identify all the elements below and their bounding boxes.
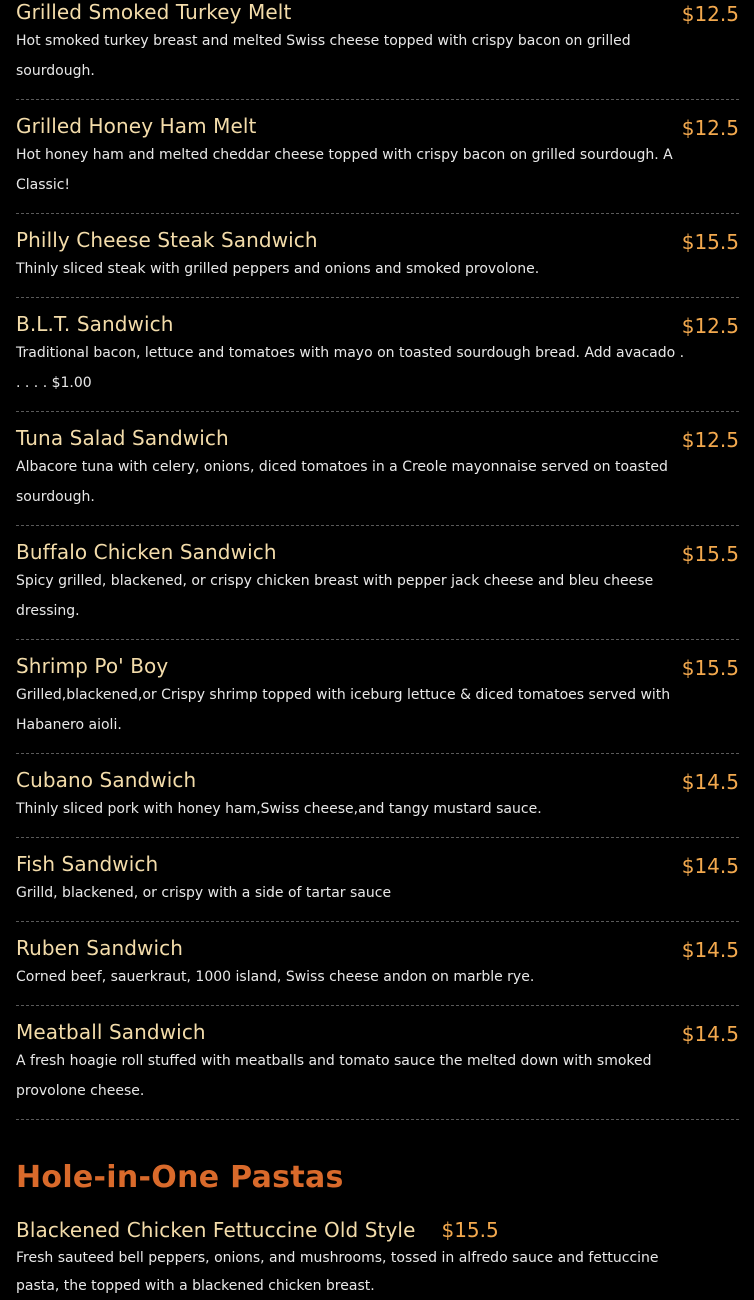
menu-item xyxy=(16,228,739,298)
item-price: $12.5 xyxy=(681,314,739,338)
item-description: Hot smoked turkey breast and melted Swiss cheese topped with crispy bacon on grilled sourdough. xyxy=(16,33,631,79)
menu-item xyxy=(16,114,739,214)
item-name: B.L.T. Sandwich xyxy=(16,312,174,336)
item-description: Corned beef, sauerkraut, 1000 island, Swiss cheese andon on marble rye. xyxy=(16,969,535,985)
item-name: Buffalo Chicken Sandwich xyxy=(16,540,277,564)
item-description: Traditional bacon, lettuce and tomatoes with mayo on toasted sourdough bread. Add avacado . . . . . $1.00 xyxy=(16,345,685,391)
menu-item xyxy=(16,0,739,100)
menu-item-header xyxy=(16,114,739,138)
item-description: Albacore tuna with celery, onions, diced tomatoes in a Creole mayonnaise served on toasted sourdough. xyxy=(16,459,668,505)
item-price: $14.5 xyxy=(681,854,739,878)
menu-item xyxy=(16,768,739,838)
item-name: Fish Sandwich xyxy=(16,852,159,876)
item-description: Grilld, blackened, or crispy with a side of tartar sauce xyxy=(16,885,392,901)
menu-item-header xyxy=(16,654,739,678)
item-price: $12.5 xyxy=(681,116,739,140)
item-description: Hot honey ham and melted cheddar cheese topped with crispy bacon on grilled sourdough. A Classic! xyxy=(16,147,673,193)
item-description: Thinly sliced pork with honey ham,Swiss cheese,and tangy mustard sauce. xyxy=(16,801,542,817)
item-name: Ruben Sandwich xyxy=(16,936,184,960)
item-price: $12.5 xyxy=(681,428,739,452)
item-name: Blackened Chicken Fettuccine Old Style xyxy=(16,1218,416,1242)
menu-item xyxy=(16,540,739,640)
item-description: Spicy grilled, blackened, or crispy chicken breast with pepper jack cheese and bleu cheese dressing. xyxy=(16,573,654,619)
menu-item-header xyxy=(16,1218,739,1242)
menu-item-header xyxy=(16,936,739,960)
item-name: Tuna Salad Sandwich xyxy=(16,426,229,450)
section-title-pastas: Hole-in-One Pastas xyxy=(16,1160,344,1195)
menu-item xyxy=(16,852,739,922)
menu-item xyxy=(16,426,739,526)
item-price: $12.5 xyxy=(681,2,739,26)
menu-item-header xyxy=(16,228,739,252)
item-name: Cubano Sandwich xyxy=(16,768,197,792)
menu-item-header xyxy=(16,0,739,24)
menu-item-header xyxy=(16,1020,739,1044)
menu-item-header xyxy=(16,312,739,336)
item-price: $15.5 xyxy=(681,656,739,680)
menu-item-header xyxy=(16,540,739,564)
item-name: Meatball Sandwich xyxy=(16,1020,206,1044)
item-price: $15.5 xyxy=(441,1218,499,1242)
item-description: A fresh hoagie roll stuffed with meatballs and tomato sauce the melted down with smoked provolone cheese. xyxy=(16,1053,652,1099)
menu-item xyxy=(16,1218,739,1300)
item-description: Thinly sliced steak with grilled peppers and onions and smoked provolone. xyxy=(16,261,540,277)
menu-item-header xyxy=(16,852,739,876)
item-name: Grilled Smoked Turkey Melt xyxy=(16,0,292,24)
menu-item-header xyxy=(16,426,739,450)
menu-item xyxy=(16,936,739,1006)
menu-item xyxy=(16,654,739,754)
item-price: $15.5 xyxy=(681,542,739,566)
item-name: Philly Cheese Steak Sandwich xyxy=(16,228,318,252)
sandwich-list xyxy=(16,0,739,1120)
item-price: $14.5 xyxy=(681,938,739,962)
item-description: Fresh sauteed bell peppers, onions, and mushrooms, tossed in alfredo sauce and fettuccine pasta, the topped with a blackened chicken breast. xyxy=(16,1250,659,1294)
item-description: Grilled,blackened,or Crispy shrimp topped with iceburg lettuce & diced tomatoes served with Habanero aioli. xyxy=(16,687,671,733)
menu xyxy=(16,0,739,1300)
item-name: Shrimp Po' Boy xyxy=(16,654,169,678)
menu-item xyxy=(16,312,739,412)
item-price: $14.5 xyxy=(681,770,739,794)
menu-item-header xyxy=(16,768,739,792)
menu-item xyxy=(16,1020,739,1120)
item-price: $15.5 xyxy=(681,230,739,254)
item-name: Grilled Honey Ham Melt xyxy=(16,114,257,138)
item-price: $14.5 xyxy=(681,1022,739,1046)
